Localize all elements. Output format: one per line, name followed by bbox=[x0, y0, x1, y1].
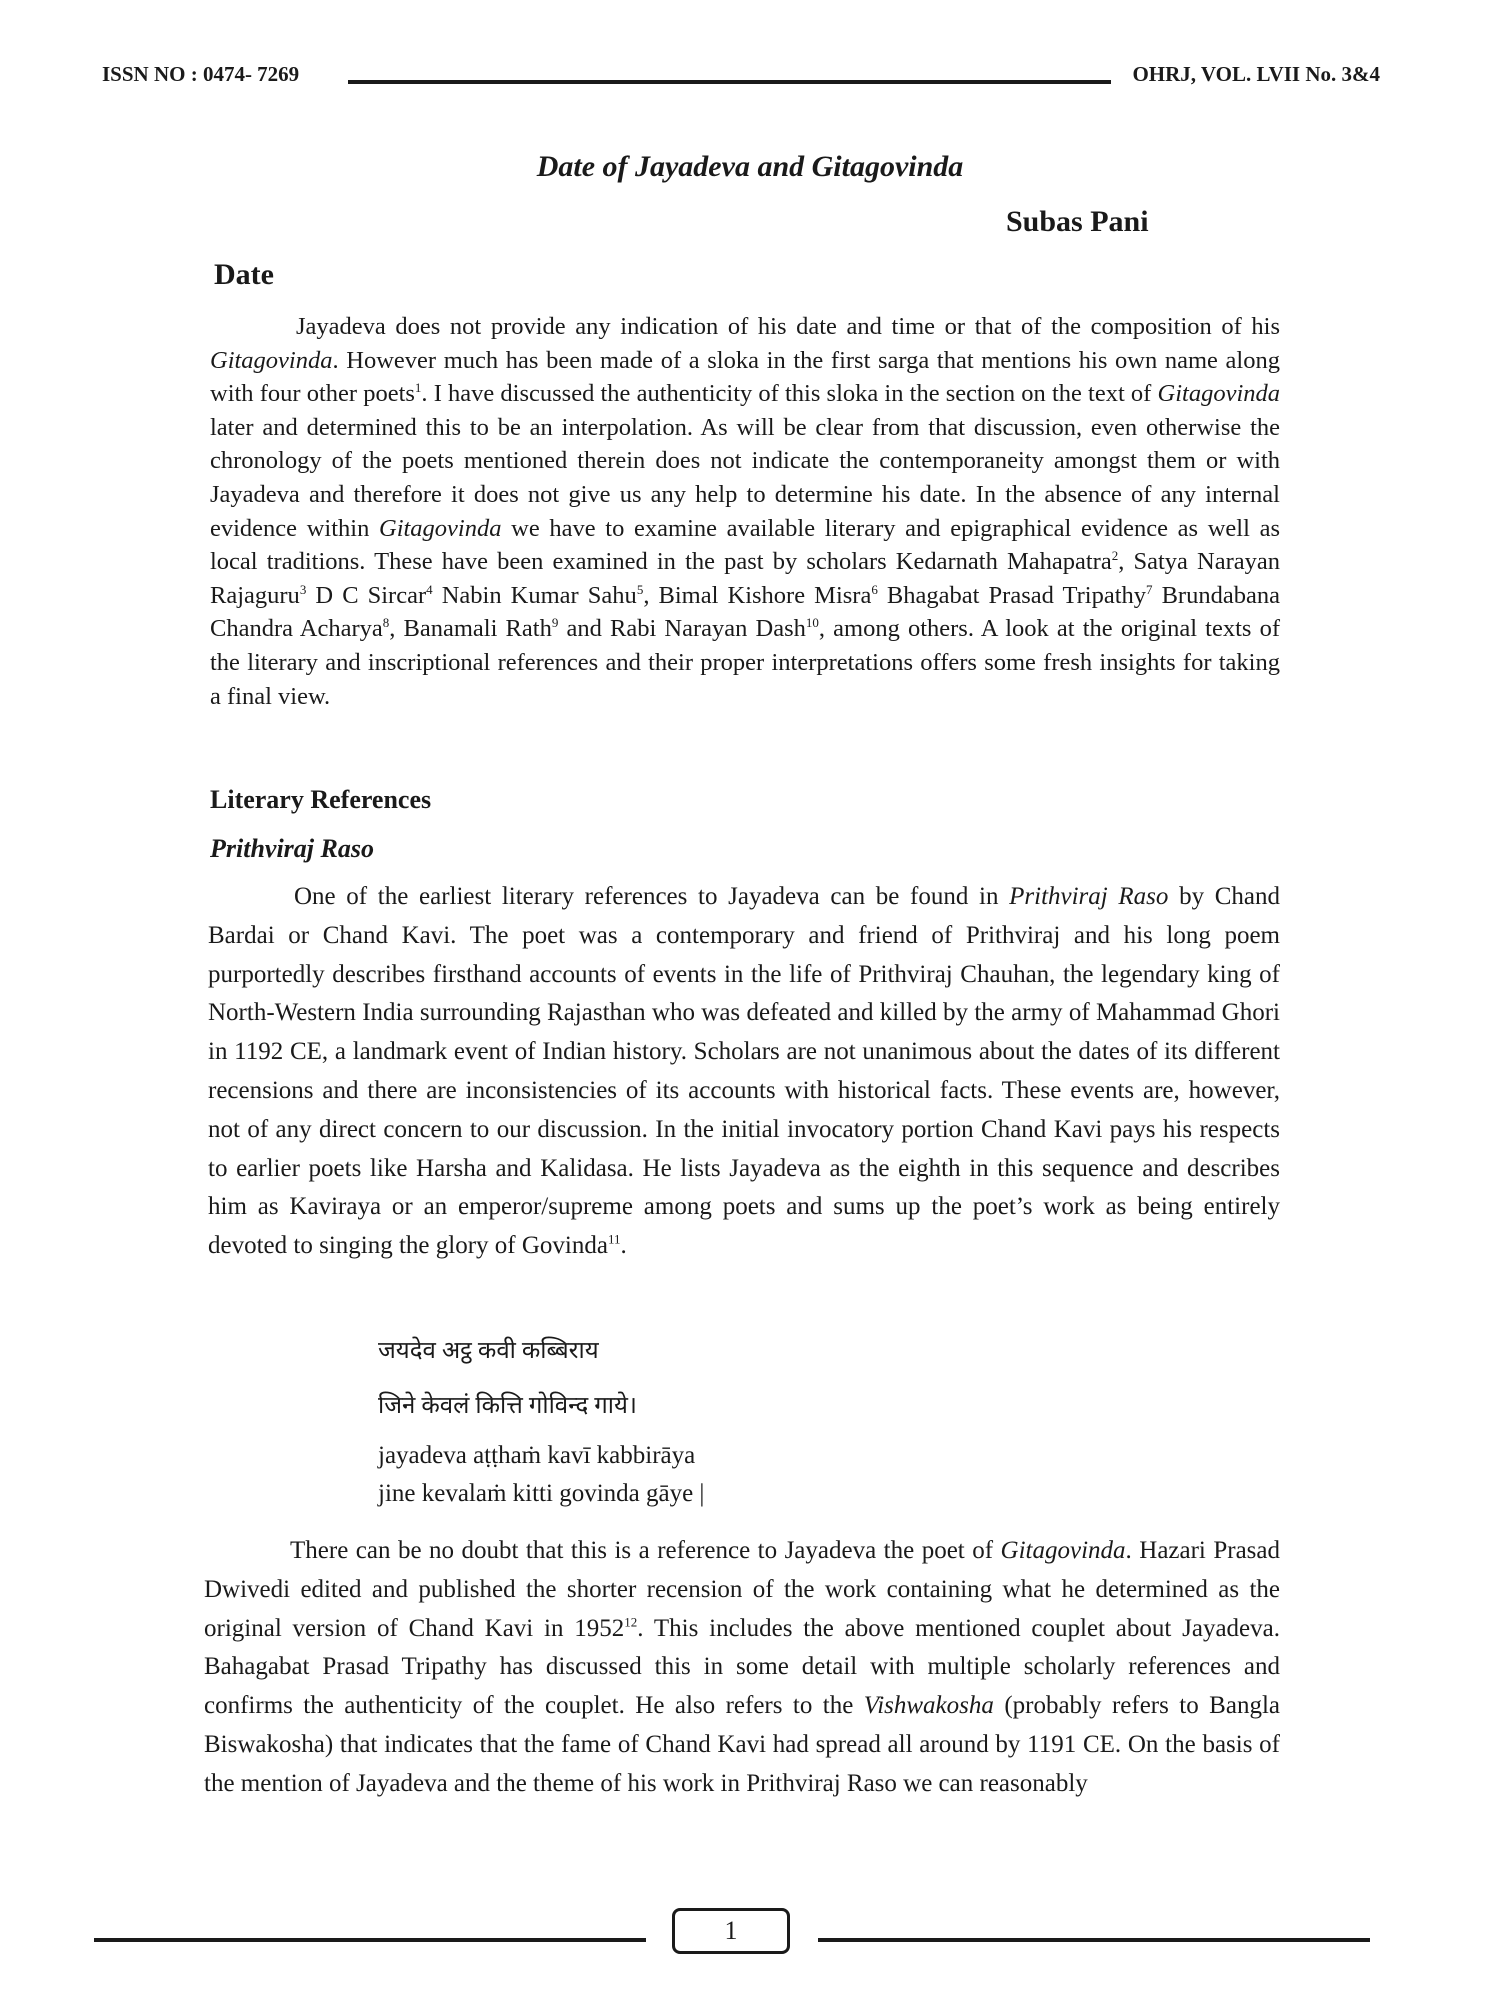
verse-transliteration-line-2: jine kevalaṁ kitti govinda gāye | bbox=[378, 1480, 705, 1507]
page-number: 1 bbox=[672, 1908, 790, 1954]
issn-number: ISSN NO : 0474- 7269 bbox=[102, 62, 300, 86]
verse-devanagari-line-1: जयदेव अट्ठ कवी कब्बिराय bbox=[378, 1338, 599, 1364]
author-name: Subas Pani bbox=[1006, 205, 1149, 238]
journal-volume: OHRJ, VOL. LVII No. 3&4 bbox=[1132, 62, 1380, 86]
footnote-ref[interactable]: 1 bbox=[414, 380, 422, 396]
footnote-ref[interactable]: 6 bbox=[871, 581, 878, 597]
verse-devanagari-line-2: जिने केवलं कित्ति गोविन्द गाये। bbox=[378, 1393, 638, 1419]
footnote-ref[interactable]: 4 bbox=[426, 581, 433, 597]
footnote-ref[interactable]: 5 bbox=[636, 581, 644, 597]
footnote-ref[interactable]: 3 bbox=[299, 581, 307, 597]
footnote-ref[interactable]: 10 bbox=[805, 615, 819, 631]
footnote-ref[interactable]: 8 bbox=[382, 615, 390, 631]
page-header bbox=[102, 62, 1380, 90]
footnote-ref[interactable]: 9 bbox=[551, 615, 559, 631]
footnote-ref[interactable]: 2 bbox=[1111, 548, 1119, 563]
section-heading-literary-references: Literary References bbox=[210, 785, 432, 814]
footer-rule-left bbox=[94, 1938, 646, 1942]
footer-rule-right bbox=[818, 1938, 1370, 1942]
subsection-heading-prithviraj-raso: Prithviraj Raso bbox=[210, 834, 374, 863]
section-heading-date: Date bbox=[214, 258, 274, 291]
paragraph-prithviraj-raso: One of the earliest literary references to Jayadeva can be found in Prithviraj Raso by Chand Bardai or Chand Kavi. The poet was a contemporary and friend of Prithviraj and his long poem purportedly describes firsthand accounts of events in the life of Prithviraj Chauhan, the legendary king of North-Western India surrounding Rajasthan who was defeated and killed by the army of Mahammad Ghori in 1192 CE, a landmark event of Indian history. Scholars are not unanimous about the dates of its different recensions and there are inconsistencies of its accounts with historical facts. These events are, however, not of any direct concern to our discussion. In the initial invocatory portion Chand Kavi pays his respects to earlier poets like Harsha and Kalidasa. He lists Jayadeva as the eighth in this sequence and describes him as Kaviraya or an emperor/supreme among poets and sums up the poet’s work as being entirely devoted to singing the glory of Govinda$^{11}$. bbox=[208, 883, 1281, 1260]
footnote-ref[interactable]: 7 bbox=[1146, 581, 1153, 597]
article-title: Date of Jayadeva and Gitagovinda bbox=[536, 150, 964, 183]
footnote-ref[interactable]: 12 bbox=[624, 1614, 638, 1630]
paragraph-date: Jayadeva does not provide any indication of his date and time or that of the composition of his Gitagovinda. However much has been made of a sloka in the first sarga that mentions his own name along with four other poets$^1$. I have discussed the authenticity of this sloka in the section on the text of Gitagovinda later and determined this to be an interpolation. As will be clear from that discussion, even otherwise the chronology of the poets mentioned therein does not indicate the contemporaneity amongst them or with Jayadeva and therefore it does not give us any help to determine his date. In the absence of any internal evidence within Gitagovinda we have to examine available literary and epigraphical evidence as well as local traditions. These have been examined in the past by scholars Kedarnath Mahapatra$^2$, Satya Narayan Rajaguru$^3$ D C Sircar$^4$ Nabin Kumar Sahu$^5$, Bimal Kishore Misra$^6$ Bhagabat Prasad Tripathy$^7$ Brundabana Chandra Acharya$^8$, Banamali Rath$^9$ and Rabi Narayan Dash$^{10}$, among others. A look at the original texts of the literary and inscriptional references and their proper interpretations offers some fresh insights for taking a final view. bbox=[210, 313, 1281, 710]
verse-transliteration-line-1: jayadeva aṭṭhaṁ kavī kabbirāya bbox=[378, 1442, 696, 1469]
paragraph-dwivedi-recension: There can be no doubt that this is a reference to Jayadeva the poet of Gitagovinda. Hazari Prasad Dwivedi edited and published the shorter recension of the work containing what he determined as the original version of Chand Kavi in 1952$^{12}$. This includes the above mentioned couplet about Jayadeva. Bahagabat Prasad Tripathy has discussed this in some detail with multiple scholarly references and confirms the authenticity of the couplet. He also refers to the Vishwakosha (probably refers to Bangla Biswakosha) that indicates that the fame of Chand Kavi had spread all around by 1191 CE. On the basis of the mention of Jayadeva and the theme of his work in Prithviraj Raso we can reasonably bbox=[204, 1537, 1281, 1797]
footnote-ref[interactable]: 11 bbox=[607, 1231, 621, 1247]
header-rule bbox=[348, 80, 1111, 84]
